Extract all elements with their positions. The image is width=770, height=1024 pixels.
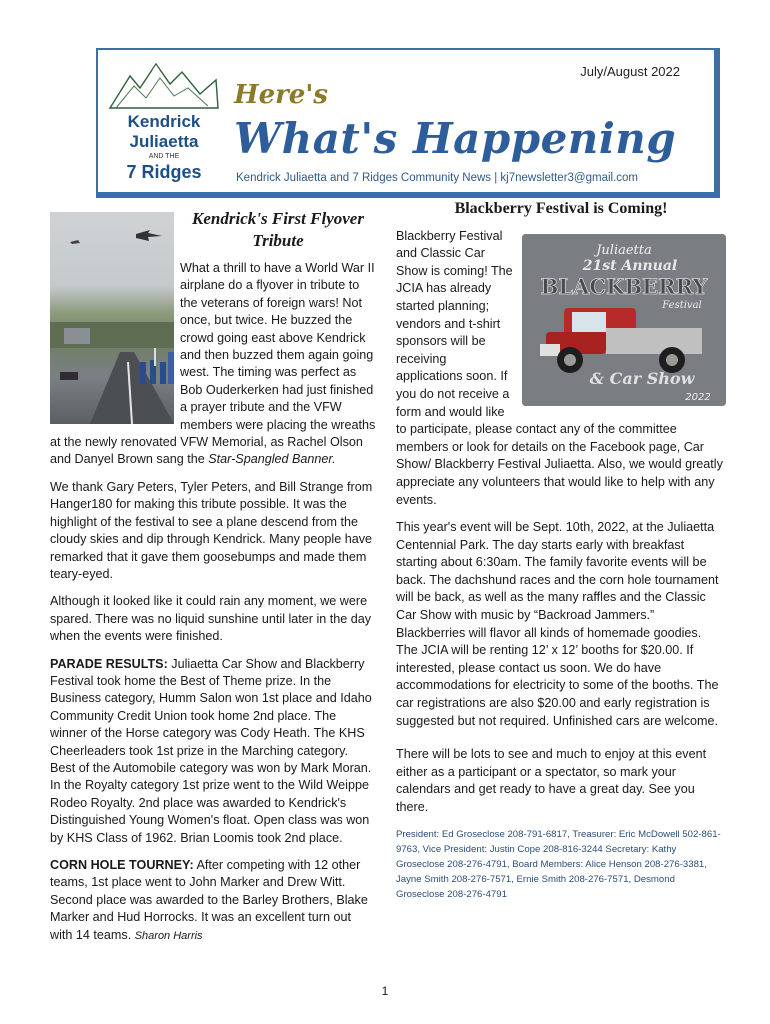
article-title-flyover: Kendrick's First Flyover Tribute [192, 209, 364, 250]
flyover-text-1: What a thrill to have a World War II airplane do a flyover in tribute to the veterans of foreign wars! Not once, but twice. He buzzed the crowd going east above Kendrick and then buzzed them again going west. The timing was perfect as Bob Ouderkerken had just finished a prayer tribute and the VFW members were placing the wreaths at the newly renovated VFW Memorial, as Rachel Olson and Danyel Brown sang the [50, 261, 376, 467]
jcia-officers: President: Ed Groseclose 208-791-6817, Treasurer: Eric McDowell 502-861-9763, Vice President: Justin Cope 208-816-3244 Secretary: Kathy Groseclose 208-276-4791, Board Members: Alice Henson 208-276-3381, Jayne Smith 208-276-7571, Ernie Smith 208-276-7571, Desmond Groseclose 208-276-4791 [396, 828, 721, 900]
parade-text: Juliaetta Car Show and Blackberry Festival took home the Best of Theme prize. In the Business category, Humm Salon won 1st place and Idaho Community Credit Union took home 2nd place. The winner of the Horse category was Cody Heath. The KHS Cheerleaders took 1st prize in the Marching category. Best of the Automobile category was won by Mark Moran. In the Royalty category 1st prize went to the Wild Weippe Rodeo Royalty. 2nd place was awarded to Kendrick's Distinguished Young Women's float. Open class was won by KHS Class of 1962. Brian Loomis took 2nd place. [50, 656, 372, 845]
page-number: 1 [381, 984, 389, 998]
flyover-paragraph-2: We thank Gary Peters, Tyler Peters, and Bill Strange from Hanger180 for making this tribute possible. It was the highlight of the festival to see a plane descend from the cloudy skies and dip through Kendrick. Many people have remarked that it gave them goosebumps and made them teary-eyed. [50, 479, 373, 581]
logo-7-ridges: 7 Ridges [126, 162, 202, 182]
logo-and-the: AND THE [148, 153, 180, 160]
mountains-icon [108, 58, 220, 110]
masthead-title: What's Happening [234, 114, 677, 163]
festival-paragraph-3: There will be lots to see and much to enjoy at this event either as a participant or a spectator, so mark your calendars and get ready to have a great day. See you there. [396, 747, 707, 814]
logo-juliaetta: Juliaetta [129, 132, 199, 151]
poster-festival: Festival [662, 299, 702, 311]
flyover-photo [50, 212, 174, 424]
article-author: Sharon Harris [134, 929, 203, 942]
festival-paragraph-2: This year's event will be Sept. 10th, 2022, at the Juliaetta Centennial Park. The day starts early with breakfast starting about 6:30am. The family favorite events will be back. The dachshund races and the corn hole tournament will be back, as well as the many raffles and the Classic Car Show with music by “Backroad Jammers.” Blackberries will flavor all kinds of homemade goodies. The JCIA will be renting 12’ x 12’ booths for $20.00. If interested, please contact us soon. We do have accommodations for electricity to some of the booths. The car registrations are also $20.00 and early registration is suggested but not required. Unfinished cars are welcome. [396, 520, 719, 728]
poster-car-show: & Car Show [589, 368, 695, 388]
song-title: Star-Spangled Banner. [208, 452, 336, 467]
logo-kendrick: Kendrick [127, 112, 201, 131]
festival-poster [522, 234, 726, 406]
parade-label: PARADE RESULTS: [50, 656, 168, 671]
classic-truck-illustration [522, 234, 726, 406]
flyover-scene-illustration [50, 212, 174, 424]
masthead-tagline: Kendrick Juliaetta and 7 Ridges Community News | kj7newsletter3@gmail.com [236, 172, 638, 184]
corn-hole-text: After competing with 12 other teams, 1st place went to John Marker and Drew Witt. Second place was awarded to the Barley Brothers, Blake Marker and Hud Horrocks. It was an excellent turn out with 14 teams. [50, 858, 368, 942]
masthead-heres: Here's [234, 80, 328, 110]
poster-juliaetta: Juliaetta [596, 242, 652, 258]
corn-hole-results [50, 857, 376, 945]
article-title-blackberry: Blackberry Festival is Coming! [454, 200, 668, 217]
issue-date: July/August 2022 [580, 64, 680, 79]
left-column [50, 208, 376, 955]
poster-annual: 21st Annual [582, 257, 678, 274]
right-column [396, 200, 726, 902]
logo [108, 58, 220, 188]
corn-hole-label: CORN HOLE TOURNEY: [50, 858, 194, 872]
parade-results [50, 656, 376, 847]
poster-year: 2022 [685, 391, 711, 403]
masthead [96, 48, 720, 198]
festival-paragraph-1: Blackberry Festival and Classic Car Show is coming! The JCIA has already started planning; vendors and t-shirt sponsors will be receiving applications soon. If you do not receive a form and would like to participate, please contact any of the committee members or look for details on the Facebook page, Car Show/ Blackberry Festival Juliaetta. Also, we would greatly appreciate any volunteers that would like to help with any events. [396, 228, 723, 507]
poster-blackberry: BLACKBERRY [540, 273, 708, 299]
flyover-paragraph-3: Although it looked like it could rain any moment, we were spared. There was no liquid sunshine until later in the day when the events were finished. [50, 594, 372, 644]
